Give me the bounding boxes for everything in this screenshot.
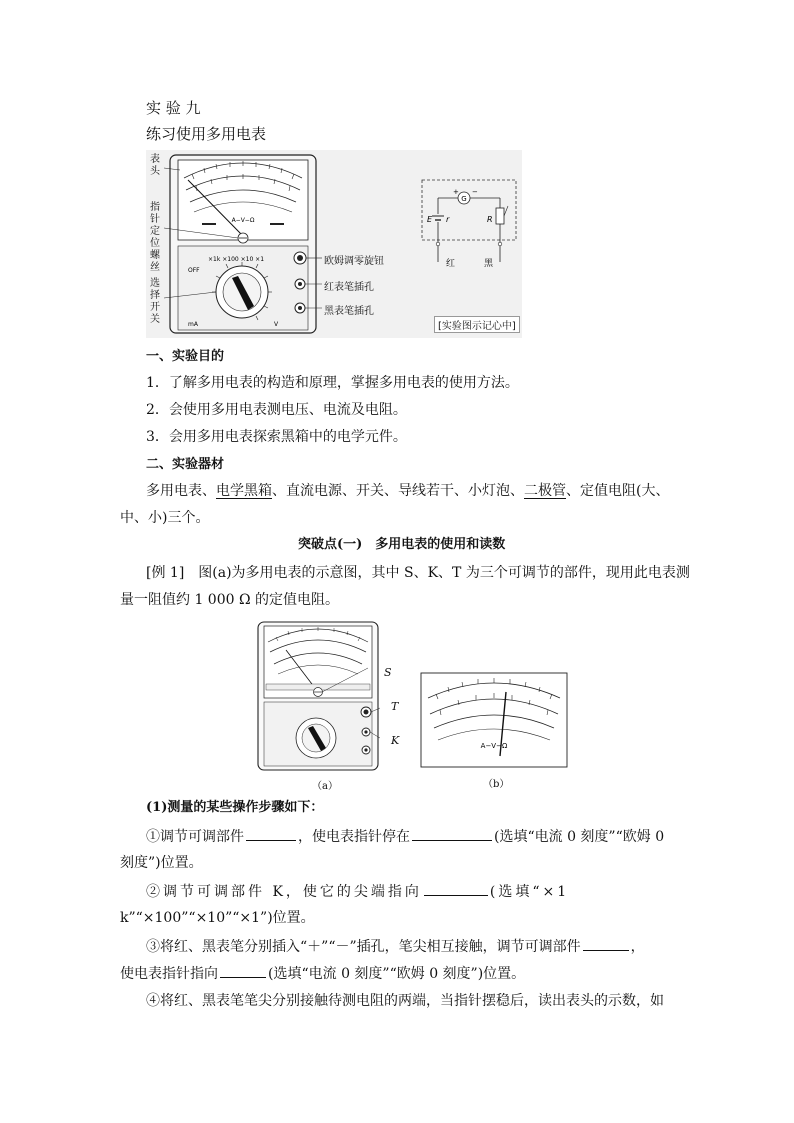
- equipment-text-2: 、直流电源、开关、导线若干、小灯泡、: [272, 483, 524, 499]
- purpose-item-1: 1．了解多用电表的构造和原理，掌握多用电表的使用方法。: [146, 375, 519, 391]
- label-selector-switch: 选择开关: [150, 278, 160, 325]
- figure-a: [256, 620, 380, 772]
- emf-label: E: [427, 215, 433, 224]
- fig-b-scale-label: A−V−Ω: [480, 742, 508, 750]
- step3-line-2: [120, 963, 525, 984]
- fig-a-label-S: S: [384, 666, 392, 679]
- meter-scale-label: A−V−Ω: [231, 217, 255, 224]
- step2-line-2: k”“×100”“×10”“×1”)位置。: [120, 910, 315, 926]
- breakthrough-title: 突破点(一) 多用电表的使用和读数: [298, 537, 506, 552]
- label-meter-head: 表头: [150, 154, 160, 177]
- purpose-item-2: 2．会使用多用电表测电压、电流及电阻。: [146, 402, 407, 418]
- step3-text-a: ③将红、黑表笔分别插入“＋”“－”插孔，笔尖相互接触，调节可调部件: [146, 939, 581, 955]
- step1-text-b: ，使电表指针停在: [298, 829, 410, 845]
- equipment-diode: 二极管: [524, 483, 566, 499]
- step2-text-b: (选填“×1: [489, 884, 570, 900]
- step1-blank-1[interactable]: [246, 826, 296, 841]
- label-red-jack: 红表笔插孔: [324, 282, 374, 293]
- step1-text-c: (选填“电流 0 刻度”“欧姆 0: [494, 829, 665, 845]
- purpose-item-3: 3．会用多用电表探索黑箱中的电学元件。: [146, 429, 407, 445]
- step1-line: [146, 826, 664, 847]
- equipment-black-box: 电学黑箱: [216, 483, 272, 499]
- example-line-2: 量一阻值约 1 000 Ω 的定值电阻。: [120, 592, 340, 608]
- step3-text-b: ，: [630, 939, 645, 955]
- step3-text-c: 使电表指针指向: [120, 966, 218, 982]
- black-lead-label: 黑: [484, 259, 494, 269]
- step3-line: [146, 936, 645, 957]
- circuit-plus: +: [453, 188, 459, 196]
- red-lead-label: 红: [446, 259, 456, 269]
- resistor-label: R: [487, 215, 493, 224]
- equipment-text-3: 、定值电阻(大、: [566, 483, 670, 499]
- q1-heading: (1)测量的某些操作步骤如下：: [146, 800, 324, 815]
- circuit-minus: −: [472, 188, 478, 196]
- equipment-line-1: [146, 481, 669, 501]
- label-ohm-zero-knob: 欧姆调零旋钮: [324, 256, 384, 267]
- off-label: OFF: [188, 267, 200, 274]
- experiment-title: 练习使用多用电表: [146, 125, 267, 143]
- fig-a-label-K: K: [391, 734, 400, 747]
- step2-text-a: ②调节可调部件 K，使它的尖端指向: [146, 884, 422, 900]
- range-ohm-label: ×1k ×100 ×10 ×1: [208, 256, 265, 263]
- fig-b-caption: （b）: [483, 779, 510, 790]
- fig-a-label-T: T: [391, 700, 399, 713]
- step4-line: ④将红、黑表笔笔尖分别接触待测电阻的两端，当指针摆稳后，读出表头的示数，如: [146, 993, 664, 1009]
- equipment-heading: 二、实验器材: [146, 457, 225, 472]
- figure-multimeter-overview: [146, 150, 522, 338]
- purpose-heading: 一、实验目的: [146, 349, 225, 364]
- experiment-number: 实 验 九: [146, 99, 201, 117]
- galvanometer-label: G: [461, 195, 467, 203]
- figure-a-multimeter: [256, 620, 380, 772]
- example-line-1: [例 1] 图(a)为多用电表的示意图，其中 S、K、T 为三个可调节的部件，现用此电表测: [146, 565, 690, 581]
- step1-text-a: ①调节可调部件: [146, 829, 244, 845]
- step1-blank-2[interactable]: [412, 826, 492, 841]
- figure-b: [420, 672, 568, 768]
- equipment-line-2: 中、小)三个。: [120, 510, 210, 526]
- ma-label: mA: [188, 321, 198, 328]
- step2-line: [146, 881, 569, 902]
- fig-a-caption: （a）: [312, 781, 338, 792]
- step2-blank[interactable]: [424, 881, 488, 896]
- step3-text-d: (选填“电流 0 刻度”“欧姆 0 刻度”)位置。: [268, 966, 526, 982]
- step1-line-2: 刻度”)位置。: [120, 855, 203, 871]
- figure-b-dial-reading: [420, 672, 568, 768]
- step3-blank-1[interactable]: [583, 936, 629, 951]
- step3-blank-2[interactable]: [220, 963, 266, 978]
- internal-resistance-label: r: [446, 215, 450, 224]
- equipment-text-1: 多用电表、: [146, 483, 216, 499]
- label-black-jack: 黑表笔插孔: [324, 306, 374, 317]
- v-label: V: [274, 321, 279, 328]
- figure-stamp: [实验图示记心中]: [434, 316, 520, 333]
- label-pointer-screw: 指针定位螺丝: [150, 202, 160, 273]
